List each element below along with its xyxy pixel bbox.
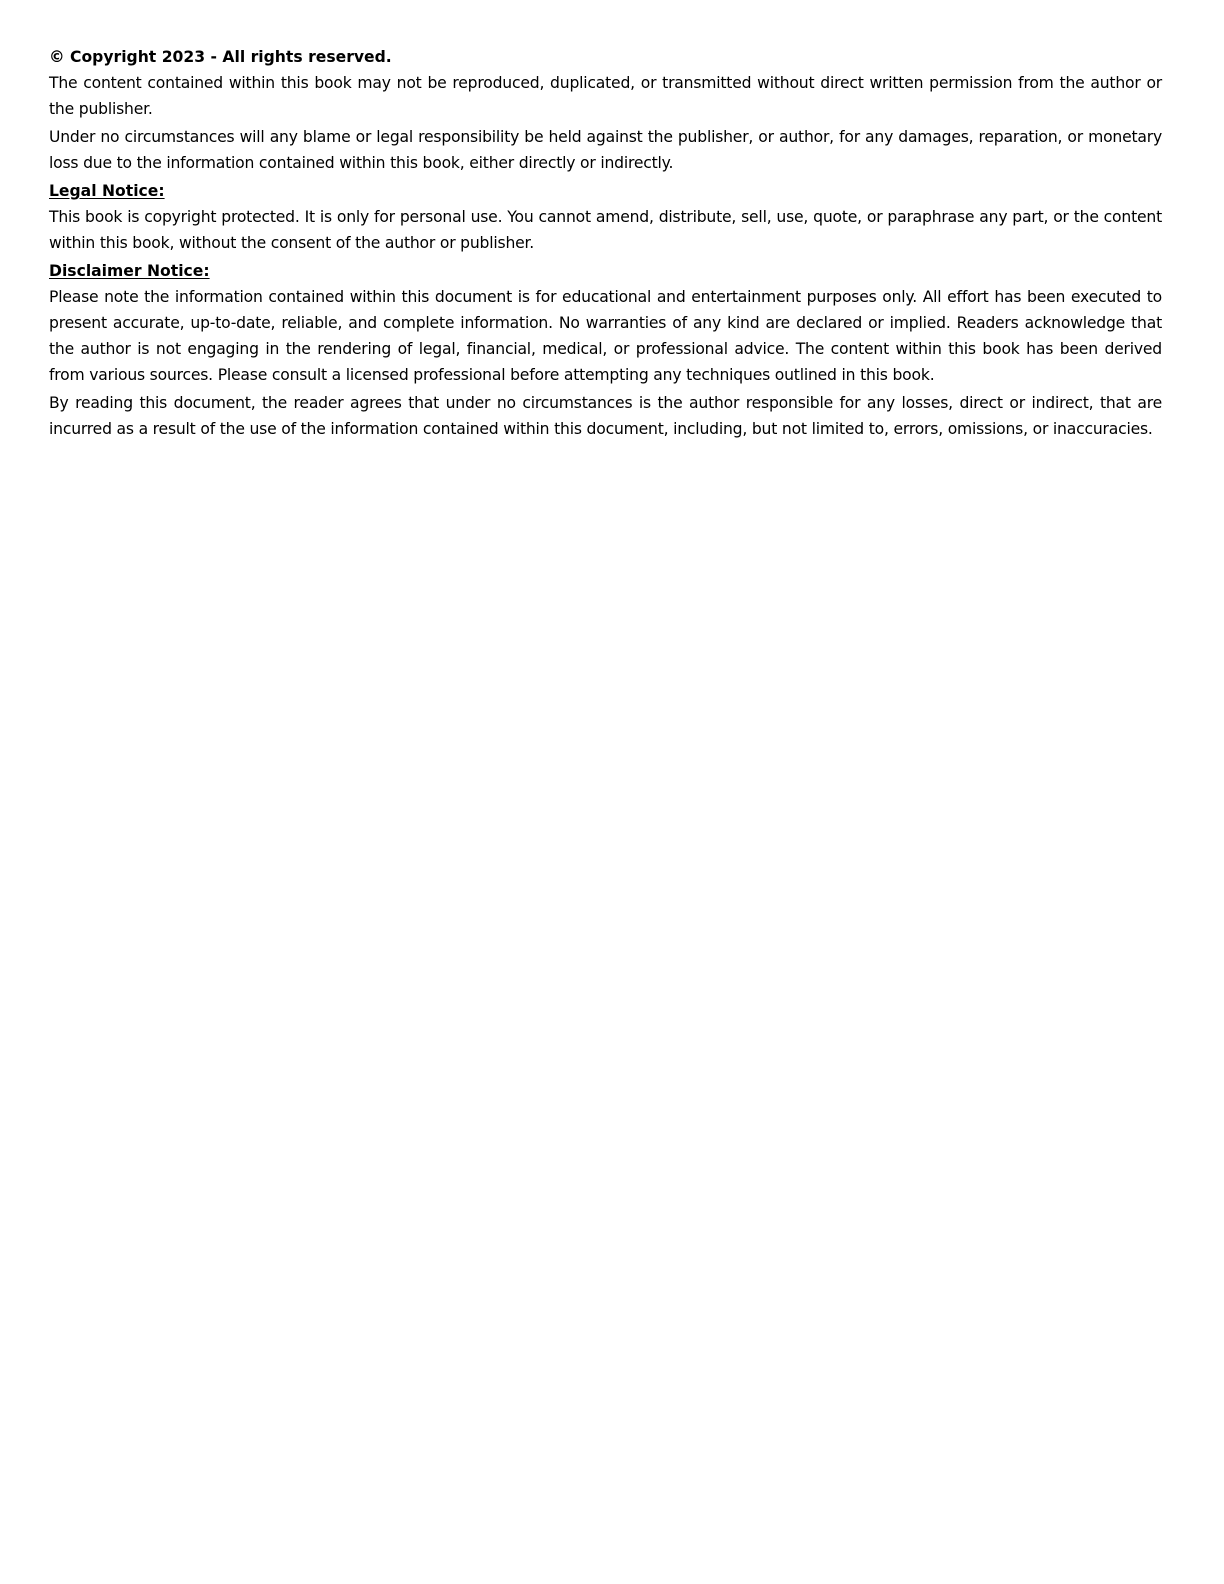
agreement-paragraph: By reading this document, the reader agrees that under no circumstances is the author responsible for any losses, direct or indirect, that are incurred as a result of the use of the information contained within this document, including, but not limited to, errors, omissions, or inaccuracies. — [49, 394, 1162, 438]
copyright-title: © Copyright 2023 - All rights reserved. — [49, 48, 392, 66]
legal-notice-paragraph: This book is copyright protected. It is only for personal use. You cannot amend, distribute, sell, use, quote, or paraphrase any part, or the content within this book, without the consent of the author or publisher. — [49, 208, 1162, 252]
copyright-page — [49, 44, 1162, 444]
copyright-paragraph: The content contained within this book may not be reproduced, duplicated, or transmitted without direct written permission from the author or the publisher. — [49, 74, 1162, 118]
liability-paragraph: Under no circumstances will any blame or legal responsibility be held against the publisher, or author, for any damages, reparation, or monetary loss due to the information contained within this book, either directly or indirectly. — [49, 128, 1162, 172]
legal-notice-title: Legal Notice: — [49, 182, 165, 200]
disclaimer-notice-title: Disclaimer Notice: — [49, 262, 210, 280]
disclaimer-paragraph: Please note the information contained within this document is for educational and entertainment purposes only. All effort has been executed to present accurate, up-to-date, reliable, and complete information. No warranties of any kind are declared or implied. Readers acknowledge that the author is not engaging in the rendering of legal, financial, medical, or professional advice. The content within this book has been derived from various sources. Please consult a licensed professional before attempting any techniques outlined in this book. — [49, 288, 1162, 384]
